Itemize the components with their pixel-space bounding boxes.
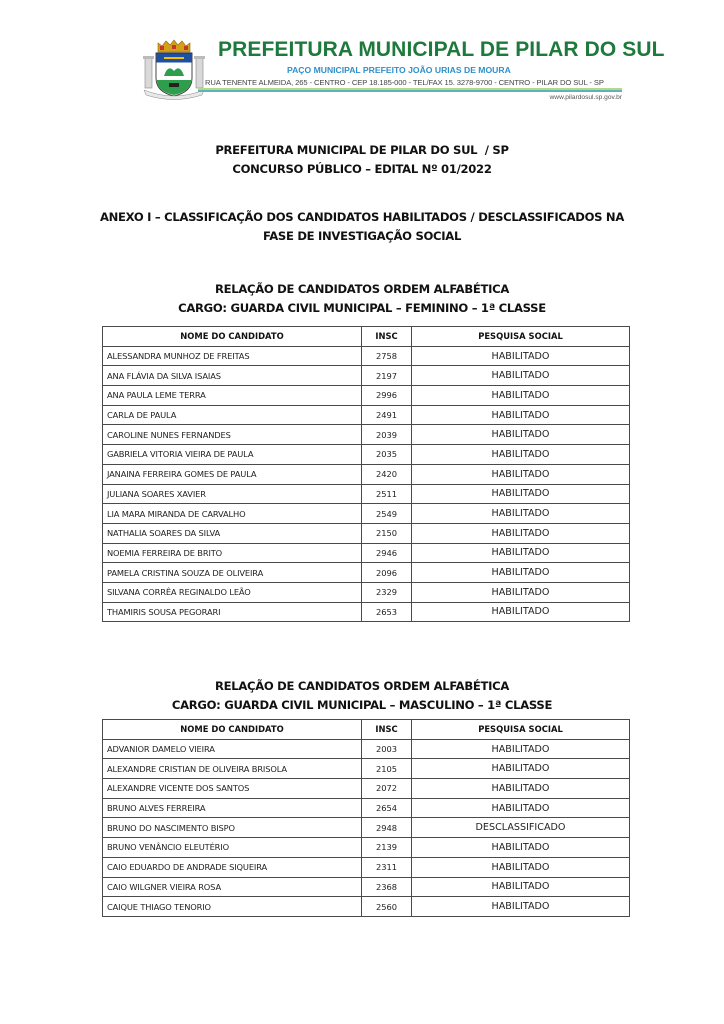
candidate-status: HABILITADO (412, 877, 630, 897)
table-row (103, 563, 630, 583)
column-header-name: NOME DO CANDIDATO (103, 327, 362, 347)
candidate-insc: 2035 (362, 445, 412, 465)
annex-line-2: FASE DE INVESTIGAÇÃO SOCIAL (262, 229, 462, 243)
table-row (103, 543, 630, 563)
candidate-name: CAROLINE NUNES FERNANDES (103, 425, 362, 445)
candidate-insc: 2420 (362, 464, 412, 484)
candidate-insc: 2549 (362, 504, 412, 524)
candidate-status: HABILITADO (412, 759, 630, 779)
candidate-insc: 2758 (362, 346, 412, 366)
edital-line: CONCURSO PÚBLICO – EDITAL Nº 01/2022 (232, 162, 492, 176)
candidates-table-feminino (102, 326, 630, 622)
candidate-name: CAIQUE THIAGO TENORIO (103, 897, 362, 917)
column-header-insc: INSC (362, 720, 412, 740)
table-row (103, 484, 630, 504)
candidate-insc: 2946 (362, 543, 412, 563)
candidate-name: PAMELA CRISTINA SOUZA DE OLIVEIRA (103, 563, 362, 583)
candidate-status: HABILITADO (412, 504, 630, 524)
candidate-status: DESCLASSIFICADO (412, 818, 630, 838)
candidate-insc: 2948 (362, 818, 412, 838)
candidate-status: HABILITADO (412, 739, 630, 759)
candidate-status: HABILITADO (412, 798, 630, 818)
candidate-status: HABILITADO (412, 366, 630, 386)
candidate-status: HABILITADO (412, 405, 630, 425)
candidate-insc: 2105 (362, 759, 412, 779)
document-title (0, 141, 724, 179)
table-row (103, 425, 630, 445)
candidate-insc: 2329 (362, 582, 412, 602)
letterhead (142, 36, 665, 106)
table-row (103, 366, 630, 386)
table-row (103, 877, 630, 897)
section-heading-feminino (0, 280, 724, 318)
candidate-insc: 2654 (362, 798, 412, 818)
table-row (103, 582, 630, 602)
candidate-status: HABILITADO (412, 897, 630, 917)
candidate-insc: 2311 (362, 857, 412, 877)
candidate-insc: 2653 (362, 602, 412, 622)
candidate-name: ADVANIOR DAMELO VIEIRA (103, 739, 362, 759)
candidate-status: HABILITADO (412, 543, 630, 563)
candidate-insc: 2368 (362, 877, 412, 897)
table-row (103, 602, 630, 622)
candidate-insc: 2150 (362, 523, 412, 543)
candidate-insc: 2072 (362, 779, 412, 799)
candidate-name: BRUNO VENÂNCIO ELEUTÉRIO (103, 838, 362, 858)
municipal-coat-of-arms-icon (142, 38, 206, 100)
cargo-heading: CARGO: GUARDA CIVIL MUNICIPAL – FEMININO – 1ª CLASSE (178, 301, 546, 315)
table-header-row (103, 720, 630, 740)
candidate-name: JANAINA FERREIRA GOMES DE PAULA (103, 464, 362, 484)
candidate-status: HABILITADO (412, 582, 630, 602)
candidate-name: BRUNO ALVES FERREIRA (103, 798, 362, 818)
column-header-status: PESQUISA SOCIAL (412, 327, 630, 347)
candidate-name: NOEMIA FERREIRA DE BRITO (103, 543, 362, 563)
table-row (103, 897, 630, 917)
candidates-table-masculino (102, 719, 630, 917)
candidate-insc: 2511 (362, 484, 412, 504)
table-row (103, 464, 630, 484)
column-header-status: PESQUISA SOCIAL (412, 720, 630, 740)
candidate-insc: 2491 (362, 405, 412, 425)
table-row (103, 386, 630, 406)
letterhead-address: RUA TENENTE ALMEIDA, 265 - CENTRO - CEP 18.185-000 - TEL/FAX 15. 3278-9700 - CENTRO - PILAR DO SUL - SP (205, 78, 604, 87)
letterhead-title: PREFEITURA MUNICIPAL DE PILAR DO SUL (218, 38, 665, 61)
candidate-name: NATHALIA SOARES DA SILVA (103, 523, 362, 543)
candidate-status: HABILITADO (412, 779, 630, 799)
candidate-status: HABILITADO (412, 484, 630, 504)
candidate-insc: 2197 (362, 366, 412, 386)
candidate-name: THAMIRIS SOUSA PEGORARI (103, 602, 362, 622)
letterhead-rule-secondary (198, 90, 622, 92)
table-row (103, 523, 630, 543)
candidate-status: HABILITADO (412, 602, 630, 622)
candidate-name: SILVANA CORRÊA REGINALDO LEÃO (103, 582, 362, 602)
cargo-heading: CARGO: GUARDA CIVIL MUNICIPAL – MASCULINO – 1ª CLASSE (171, 698, 553, 712)
candidate-name: ALESSANDRA MUNHOZ DE FREITAS (103, 346, 362, 366)
table-row (103, 739, 630, 759)
org-line: PREFEITURA MUNICIPAL DE PILAR DO SUL / SP (215, 143, 509, 157)
annex-title (0, 208, 724, 246)
candidate-status: HABILITADO (412, 857, 630, 877)
table-row (103, 759, 630, 779)
candidate-name: CAIO EDUARDO DE ANDRADE SIQUEIRA (103, 857, 362, 877)
candidate-status: HABILITADO (412, 838, 630, 858)
candidate-name: ANA PAULA LEME TERRA (103, 386, 362, 406)
table-row (103, 798, 630, 818)
candidate-status: HABILITADO (412, 464, 630, 484)
table-row (103, 445, 630, 465)
candidate-insc: 2096 (362, 563, 412, 583)
candidate-name: CARLA DE PAULA (103, 405, 362, 425)
candidate-insc: 2039 (362, 425, 412, 445)
section-heading-masculino (0, 677, 724, 715)
candidate-insc: 2996 (362, 386, 412, 406)
candidate-name: LIA MARA MIRANDA DE CARVALHO (103, 504, 362, 524)
candidate-insc: 2139 (362, 838, 412, 858)
table-row (103, 838, 630, 858)
column-header-insc: INSC (362, 327, 412, 347)
letterhead-website: www.pilardosul.sp.gov.br (549, 94, 622, 101)
list-order-heading: RELAÇÃO DE CANDIDATOS ORDEM ALFABÉTICA (214, 282, 509, 296)
candidate-insc: 2003 (362, 739, 412, 759)
candidate-name: BRUNO DO NASCIMENTO BISPO (103, 818, 362, 838)
table-header-row (103, 327, 630, 347)
candidate-status: HABILITADO (412, 563, 630, 583)
candidate-status: HABILITADO (412, 386, 630, 406)
list-order-heading: RELAÇÃO DE CANDIDATOS ORDEM ALFABÉTICA (214, 679, 509, 693)
table-row (103, 857, 630, 877)
table-row (103, 346, 630, 366)
candidate-name: JULIANA SOARES XAVIER (103, 484, 362, 504)
candidate-status: HABILITADO (412, 445, 630, 465)
table-row (103, 779, 630, 799)
column-header-name: NOME DO CANDIDATO (103, 720, 362, 740)
candidate-insc: 2560 (362, 897, 412, 917)
table-row (103, 504, 630, 524)
candidate-name: ALEXANDRE CRISTIAN DE OLIVEIRA BRISOLA (103, 759, 362, 779)
table-row (103, 405, 630, 425)
candidate-name: ANA FLÁVIA DA SILVA ISAIAS (103, 366, 362, 386)
candidate-name: CAIO WILGNER VIEIRA ROSA (103, 877, 362, 897)
candidate-name: GABRIELA VITORIA VIEIRA DE PAULA (103, 445, 362, 465)
candidate-status: HABILITADO (412, 523, 630, 543)
candidate-name: ALEXANDRE VICENTE DOS SANTOS (103, 779, 362, 799)
annex-line-1: ANEXO I – CLASSIFICAÇÃO DOS CANDIDATOS HABILITADOS / DESCLASSIFICADOS NA (99, 210, 625, 224)
letterhead-subtitle: PAÇO MUNICIPAL PREFEITO JOÃO URIAS DE MOURA (287, 65, 511, 75)
candidate-status: HABILITADO (412, 425, 630, 445)
table-row (103, 818, 630, 838)
candidate-status: HABILITADO (412, 346, 630, 366)
